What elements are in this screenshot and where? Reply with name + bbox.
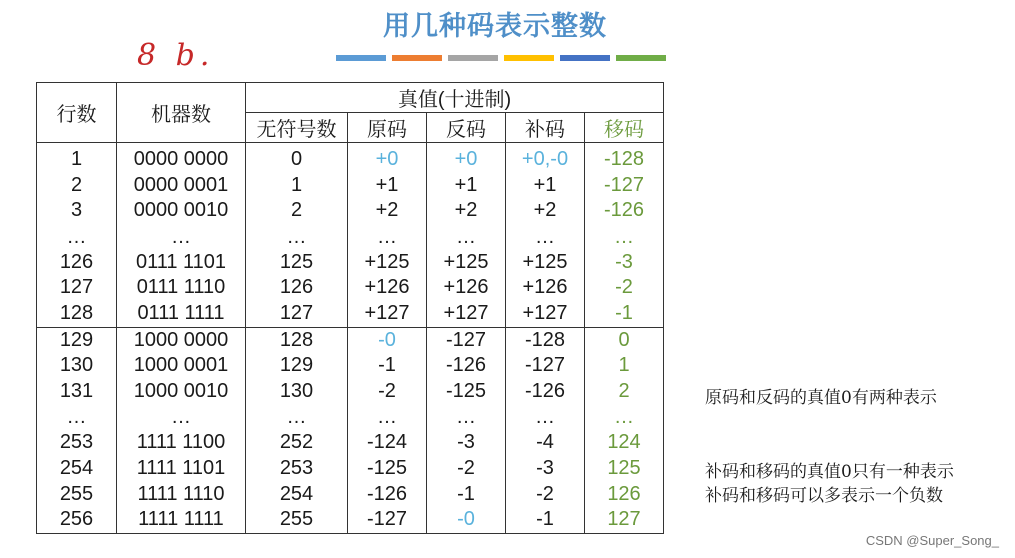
cell-twos-complement: …: [506, 224, 585, 250]
cell-twos-complement: -128: [506, 327, 585, 353]
cell-unsigned: 130: [246, 379, 348, 405]
cell-sign-magnitude: -125: [348, 456, 427, 482]
cell-ones-complement: -127: [427, 327, 506, 353]
cell-sign-magnitude: +2: [348, 198, 427, 224]
cell-sign-magnitude: -124: [348, 430, 427, 456]
cell-machine: …: [117, 404, 246, 430]
note-extra-negative: 补码和移码可以多表示一个负数: [705, 486, 943, 506]
table-body: [37, 143, 664, 534]
table-row: [37, 327, 664, 353]
cell-unsigned: 1: [246, 173, 348, 199]
cell-twos-complement: +2: [506, 198, 585, 224]
cell-biased: …: [585, 404, 664, 430]
slide-title: 用几种码表示整数: [383, 11, 607, 42]
cell-sign-magnitude: …: [348, 404, 427, 430]
cell-ones-complement: +0: [427, 143, 506, 173]
cell-twos-complement: -126: [506, 379, 585, 405]
cell-machine: 1111 1101: [117, 456, 246, 482]
cell-line: 127: [37, 275, 117, 301]
cell-machine: …: [117, 224, 246, 250]
header-line-number: 行数: [37, 83, 117, 143]
cell-biased: …: [585, 224, 664, 250]
cell-ones-complement: -125: [427, 379, 506, 405]
cell-twos-complement: -2: [506, 482, 585, 508]
cell-twos-complement: -4: [506, 430, 585, 456]
cell-sign-magnitude: -127: [348, 507, 427, 533]
cell-machine: 0111 1111: [117, 301, 246, 327]
cell-line: 3: [37, 198, 117, 224]
cell-biased: 2: [585, 379, 664, 405]
table-row: [37, 507, 664, 533]
table-row: [37, 250, 664, 276]
header-biased: 移码: [585, 113, 664, 143]
cell-ones-complement: …: [427, 404, 506, 430]
cell-twos-complement: +127: [506, 301, 585, 327]
decorative-color-bars: [336, 55, 666, 61]
cell-twos-complement: -1: [506, 507, 585, 533]
cell-sign-magnitude: +1: [348, 173, 427, 199]
color-bar: [336, 55, 386, 61]
cell-ones-complement: +126: [427, 275, 506, 301]
cell-unsigned: …: [246, 224, 348, 250]
note-complement-zero: 补码和移码的真值0只有一种表示: [705, 462, 954, 482]
cell-twos-complement: +126: [506, 275, 585, 301]
watermark: CSDN @Super_Song_: [865, 533, 999, 548]
note-sign-magnitude-zero: 原码和反码的真值0有两种表示: [705, 388, 937, 408]
table-row: [37, 143, 664, 173]
cell-biased: -127: [585, 173, 664, 199]
cell-line: 254: [37, 456, 117, 482]
color-bar: [616, 55, 666, 61]
table-row: [37, 198, 664, 224]
cell-line: 255: [37, 482, 117, 508]
cell-biased: -2: [585, 275, 664, 301]
table-row: [37, 482, 664, 508]
cell-machine: 1111 1100: [117, 430, 246, 456]
color-bar: [504, 55, 554, 61]
table-row: [37, 404, 664, 430]
cell-line: …: [37, 224, 117, 250]
cell-line: 129: [37, 327, 117, 353]
color-bar: [392, 55, 442, 61]
cell-machine: 0000 0010: [117, 198, 246, 224]
cell-machine: 0000 0001: [117, 173, 246, 199]
table-row: [37, 224, 664, 250]
cell-unsigned: 252: [246, 430, 348, 456]
header-true-value-group: 真值(十进制): [246, 83, 664, 113]
header-machine-number: 机器数: [117, 83, 246, 143]
handwritten-annotation: 8 b.: [137, 38, 215, 73]
cell-line: 256: [37, 507, 117, 533]
cell-ones-complement: -0: [427, 507, 506, 533]
cell-machine: 0111 1101: [117, 250, 246, 276]
cell-line: 128: [37, 301, 117, 327]
cell-biased: -126: [585, 198, 664, 224]
cell-machine: 0111 1110: [117, 275, 246, 301]
color-bar: [560, 55, 610, 61]
header-unsigned: 无符号数: [246, 113, 348, 143]
cell-biased: 126: [585, 482, 664, 508]
cell-biased: 127: [585, 507, 664, 533]
cell-ones-complement: -3: [427, 430, 506, 456]
cell-unsigned: 129: [246, 353, 348, 379]
cell-twos-complement: -127: [506, 353, 585, 379]
cell-twos-complement: -3: [506, 456, 585, 482]
cell-sign-magnitude: -0: [348, 327, 427, 353]
table-row: [37, 173, 664, 199]
cell-unsigned: 127: [246, 301, 348, 327]
cell-unsigned: 253: [246, 456, 348, 482]
cell-biased: -1: [585, 301, 664, 327]
table-row: [37, 456, 664, 482]
cell-biased: 1: [585, 353, 664, 379]
cell-unsigned: 254: [246, 482, 348, 508]
header-sign-magnitude: 原码: [348, 113, 427, 143]
table-row: [37, 379, 664, 405]
cell-machine: 0000 0000: [117, 143, 246, 173]
cell-line: 126: [37, 250, 117, 276]
cell-ones-complement: +1: [427, 173, 506, 199]
cell-line: 2: [37, 173, 117, 199]
cell-sign-magnitude: …: [348, 224, 427, 250]
header-twos-complement: 补码: [506, 113, 585, 143]
table-row: [37, 301, 664, 327]
cell-twos-complement: +1: [506, 173, 585, 199]
header-ones-complement: 反码: [427, 113, 506, 143]
cell-biased: 0: [585, 327, 664, 353]
cell-sign-magnitude: +127: [348, 301, 427, 327]
cell-ones-complement: -1: [427, 482, 506, 508]
cell-biased: -3: [585, 250, 664, 276]
table-row: [37, 275, 664, 301]
cell-sign-magnitude: -2: [348, 379, 427, 405]
cell-unsigned: 128: [246, 327, 348, 353]
encoding-table: [36, 82, 664, 534]
cell-ones-complement: -126: [427, 353, 506, 379]
color-bar: [448, 55, 498, 61]
cell-twos-complement: …: [506, 404, 585, 430]
cell-ones-complement: +125: [427, 250, 506, 276]
cell-machine: 1000 0000: [117, 327, 246, 353]
cell-unsigned: …: [246, 404, 348, 430]
cell-unsigned: 2: [246, 198, 348, 224]
cell-biased: 124: [585, 430, 664, 456]
cell-line: …: [37, 404, 117, 430]
cell-unsigned: 125: [246, 250, 348, 276]
cell-twos-complement: +0,-0: [506, 143, 585, 173]
cell-twos-complement: +125: [506, 250, 585, 276]
cell-ones-complement: -2: [427, 456, 506, 482]
cell-sign-magnitude: +0: [348, 143, 427, 173]
cell-sign-magnitude: -1: [348, 353, 427, 379]
cell-unsigned: 0: [246, 143, 348, 173]
table-row: [37, 430, 664, 456]
cell-ones-complement: +2: [427, 198, 506, 224]
cell-line: 130: [37, 353, 117, 379]
cell-machine: 1111 1111: [117, 507, 246, 533]
cell-sign-magnitude: -126: [348, 482, 427, 508]
cell-ones-complement: +127: [427, 301, 506, 327]
cell-biased: -128: [585, 143, 664, 173]
cell-machine: 1000 0001: [117, 353, 246, 379]
cell-machine: 1111 1110: [117, 482, 246, 508]
table-row: [37, 353, 664, 379]
cell-sign-magnitude: +125: [348, 250, 427, 276]
cell-unsigned: 255: [246, 507, 348, 533]
cell-line: 131: [37, 379, 117, 405]
cell-machine: 1000 0010: [117, 379, 246, 405]
cell-ones-complement: …: [427, 224, 506, 250]
cell-sign-magnitude: +126: [348, 275, 427, 301]
cell-unsigned: 126: [246, 275, 348, 301]
cell-line: 1: [37, 143, 117, 173]
cell-line: 253: [37, 430, 117, 456]
cell-biased: 125: [585, 456, 664, 482]
